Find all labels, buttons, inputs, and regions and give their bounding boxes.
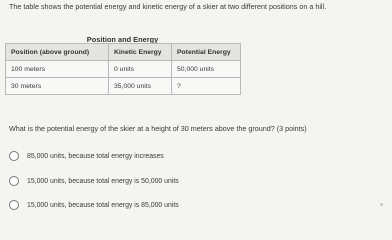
table-title: Position and Energy xyxy=(86,35,159,44)
answer-choice-label: 15,000 units, because total energy is 50,000 units xyxy=(27,177,179,185)
radio-button[interactable] xyxy=(9,200,19,210)
corner-dot-icon xyxy=(380,203,383,206)
table-cell-kinetic-energy: 35,000 units xyxy=(109,78,172,95)
question-intro-text: The table shows the potential energy and kinetic energy of a skier at two different positions on a hill. xyxy=(9,2,327,11)
answer-choice-label: 85,000 units, because total energy increases xyxy=(27,152,164,160)
question-text: What is the potential energy of the skier at a height of 30 meters above the ground? (3 points) xyxy=(9,124,307,133)
table-cell-position: 100 meters xyxy=(6,61,109,78)
table-cell-position: 30 meters xyxy=(6,78,109,95)
table-cell-potential-energy: ? xyxy=(172,78,241,95)
answer-choice-3[interactable] xyxy=(9,200,179,210)
column-header-position: Position (above ground) xyxy=(6,44,109,61)
table-cell-potential-energy: 50,000 units xyxy=(172,61,241,78)
table-cell-kinetic-energy: 0 units xyxy=(109,61,172,78)
column-header-potential-energy: Potential Energy xyxy=(172,44,241,61)
radio-button[interactable] xyxy=(9,151,19,161)
radio-button[interactable] xyxy=(9,176,19,186)
answer-choice-label: 15,000 units, because total energy is 85,000 units xyxy=(27,201,179,209)
column-header-kinetic-energy: Kinetic Energy xyxy=(109,44,172,61)
table-row xyxy=(6,61,241,78)
table-header-row xyxy=(6,44,241,61)
answer-choice-2[interactable] xyxy=(9,176,179,186)
energy-table xyxy=(5,43,241,95)
answer-choice-1[interactable] xyxy=(9,151,164,161)
table-row xyxy=(6,78,241,95)
